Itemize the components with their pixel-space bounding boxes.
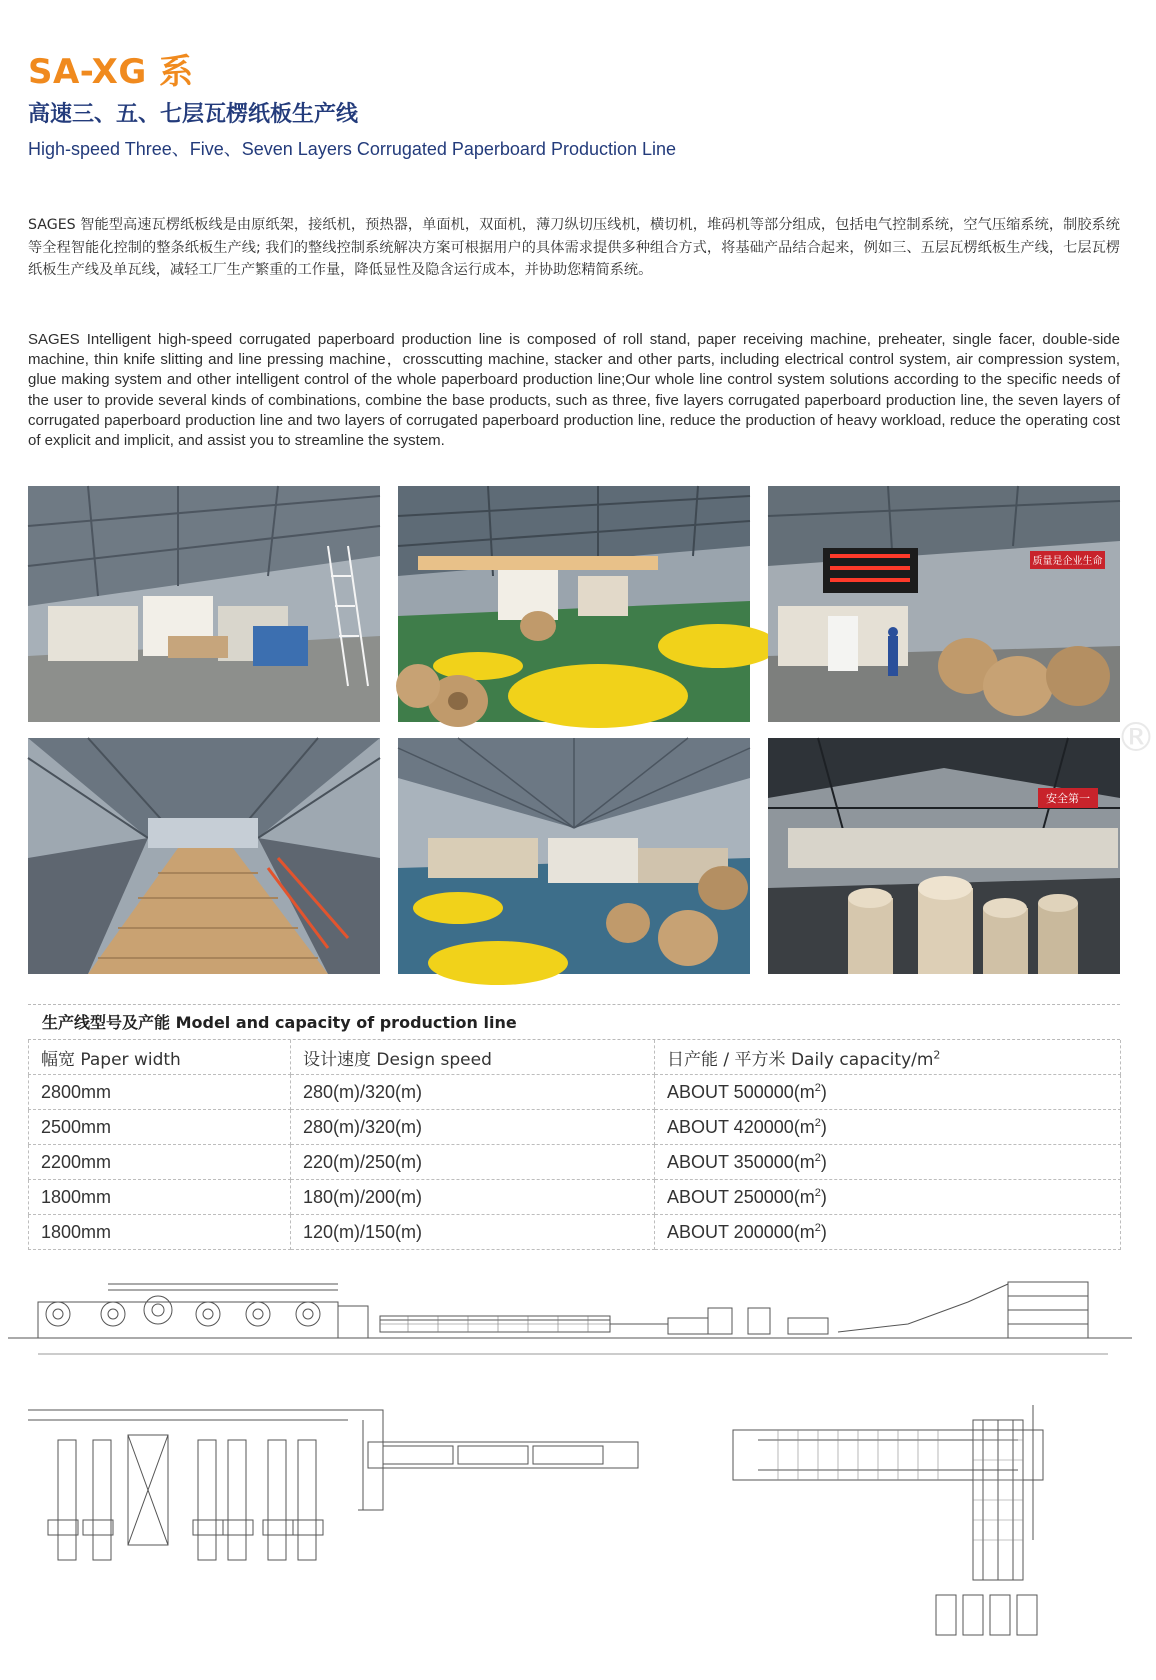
spec-table-heading: 生产线型号及产能 Model and capacity of production line [28, 1004, 1120, 1040]
column-header-capacity-label: 日产能 / 平方米 Daily capacity/m [667, 1049, 934, 1070]
cell-speed: 180(m)/200(m) [291, 1180, 655, 1215]
table-row [29, 1180, 1121, 1215]
factory-photo-icon [768, 486, 1120, 722]
column-header-width: 幅宽 Paper width [29, 1040, 291, 1075]
factory-photo-5 [398, 738, 750, 974]
description-english: SAGES Intelligent high-speed corrugated paperboard production line is composed of roll stand, paper receiving machine, preheater, single facer, double-side machine, thin knife slitting and line pressing machine，crosscutting machine, stacker and other parts, including electrical control system, air compression system, glue making system and other intelligent control of the whole paperboard production line;Our whole line control system solutions according to the specific needs of the user to provide several kinds of combinations, combine the base products, such as three, five layers corrugated paperboard production line, the seven layers of corrugated paperboard production line and two layers of corrugated paperboard production line, reduce the production of heavy workload, reduce the operating cost of explicit and implicit, and assist you to streamline the system. [28, 331, 1120, 450]
registered-mark: ® [1116, 715, 1156, 761]
cell-width: 2200mm [29, 1145, 291, 1180]
cell-capacity-sup: 2 [814, 1221, 821, 1234]
photo-slogan: 安全第一 [1046, 792, 1090, 805]
cell-capacity-sup: 2 [814, 1186, 821, 1199]
cell-width: 1800mm [29, 1215, 291, 1250]
cell-capacity [655, 1110, 1121, 1145]
factory-photo-icon [28, 486, 380, 722]
series-title: SA-XG 系 [28, 52, 194, 92]
side-elevation-drawing-icon [8, 1262, 1132, 1382]
table-row [29, 1145, 1121, 1180]
table-header-row [29, 1040, 1121, 1075]
cell-speed: 220(m)/250(m) [291, 1145, 655, 1180]
cell-capacity-value: ABOUT 200000(m [667, 1221, 815, 1242]
table-row [29, 1075, 1121, 1110]
page-title-chinese: 高速三、五、七层瓦楞纸板生产线 [28, 102, 359, 127]
factory-photo-3 [768, 486, 1120, 722]
column-header-capacity-sup: 2 [933, 1047, 941, 1061]
factory-photo-2 [398, 486, 750, 722]
page-title-english: High-speed Three、Five、Seven Layers Corrugated Paperboard Production Line [28, 139, 677, 159]
cell-width: 2500mm [29, 1110, 291, 1145]
cell-capacity [655, 1075, 1121, 1110]
factory-photo-6 [768, 738, 1120, 974]
factory-photo-icon [398, 738, 750, 974]
cell-capacity-close: ) [820, 1116, 827, 1137]
cell-width: 1800mm [29, 1180, 291, 1215]
cell-capacity-value: ABOUT 350000(m [667, 1151, 815, 1172]
cell-capacity-close: ) [820, 1081, 827, 1102]
production-line-floor-plan [18, 1400, 1126, 1650]
cell-capacity-value: ABOUT 250000(m [667, 1186, 815, 1207]
cell-capacity [655, 1145, 1121, 1180]
cell-speed: 280(m)/320(m) [291, 1110, 655, 1145]
cell-capacity-close: ) [820, 1186, 827, 1207]
cell-capacity-close: ) [820, 1221, 827, 1242]
column-header-capacity [655, 1040, 1121, 1075]
spec-section [28, 1004, 1120, 1250]
factory-photo-icon [768, 738, 1120, 974]
table-row [29, 1110, 1121, 1145]
cell-width: 2800mm [29, 1075, 291, 1110]
factory-photo-1 [28, 486, 380, 722]
factory-photo-4 [28, 738, 380, 974]
description-chinese: SAGES 智能型高速瓦楞纸板线是由原纸架，接纸机，预热器，单面机，双面机，薄刀纵切压线机，横切机，堆码机等部分组成，包括电气控制系统，空气压缩系统，制胶系统等全程智能化控制的整条纸板生产线; 我们的整线控制系统解决方案可根据用户的具体需求提供多种组合方式，将基础产品结合起来，例如三、五层瓦楞纸板生产线，七层瓦楞纸板生产线及单瓦线，减轻工厂生产繁重的工作量，降低显性及隐含运行成本，并协助您精简系统。 [28, 217, 1120, 278]
cell-capacity-value: ABOUT 500000(m [667, 1081, 815, 1102]
cell-capacity-sup: 2 [814, 1151, 821, 1164]
cell-capacity [655, 1215, 1121, 1250]
photo-slogan: 质量是企业生命 [1032, 556, 1103, 567]
column-header-speed: 设计速度 Design speed [291, 1040, 655, 1075]
cell-speed: 280(m)/320(m) [291, 1075, 655, 1110]
cell-capacity [655, 1180, 1121, 1215]
table-row [29, 1215, 1121, 1250]
cell-capacity-close: ) [820, 1151, 827, 1172]
production-line-side-elevation [8, 1262, 1132, 1382]
factory-photo-icon [398, 486, 750, 722]
cell-capacity-value: ABOUT 420000(m [667, 1116, 815, 1137]
spec-table [28, 1040, 1121, 1250]
floor-plan-drawing-icon [18, 1400, 1126, 1650]
cell-capacity-sup: 2 [814, 1116, 821, 1129]
factory-photo-icon [28, 738, 380, 974]
cell-capacity-sup: 2 [814, 1081, 821, 1094]
cell-speed: 120(m)/150(m) [291, 1215, 655, 1250]
factory-photo-gallery [28, 486, 1120, 974]
